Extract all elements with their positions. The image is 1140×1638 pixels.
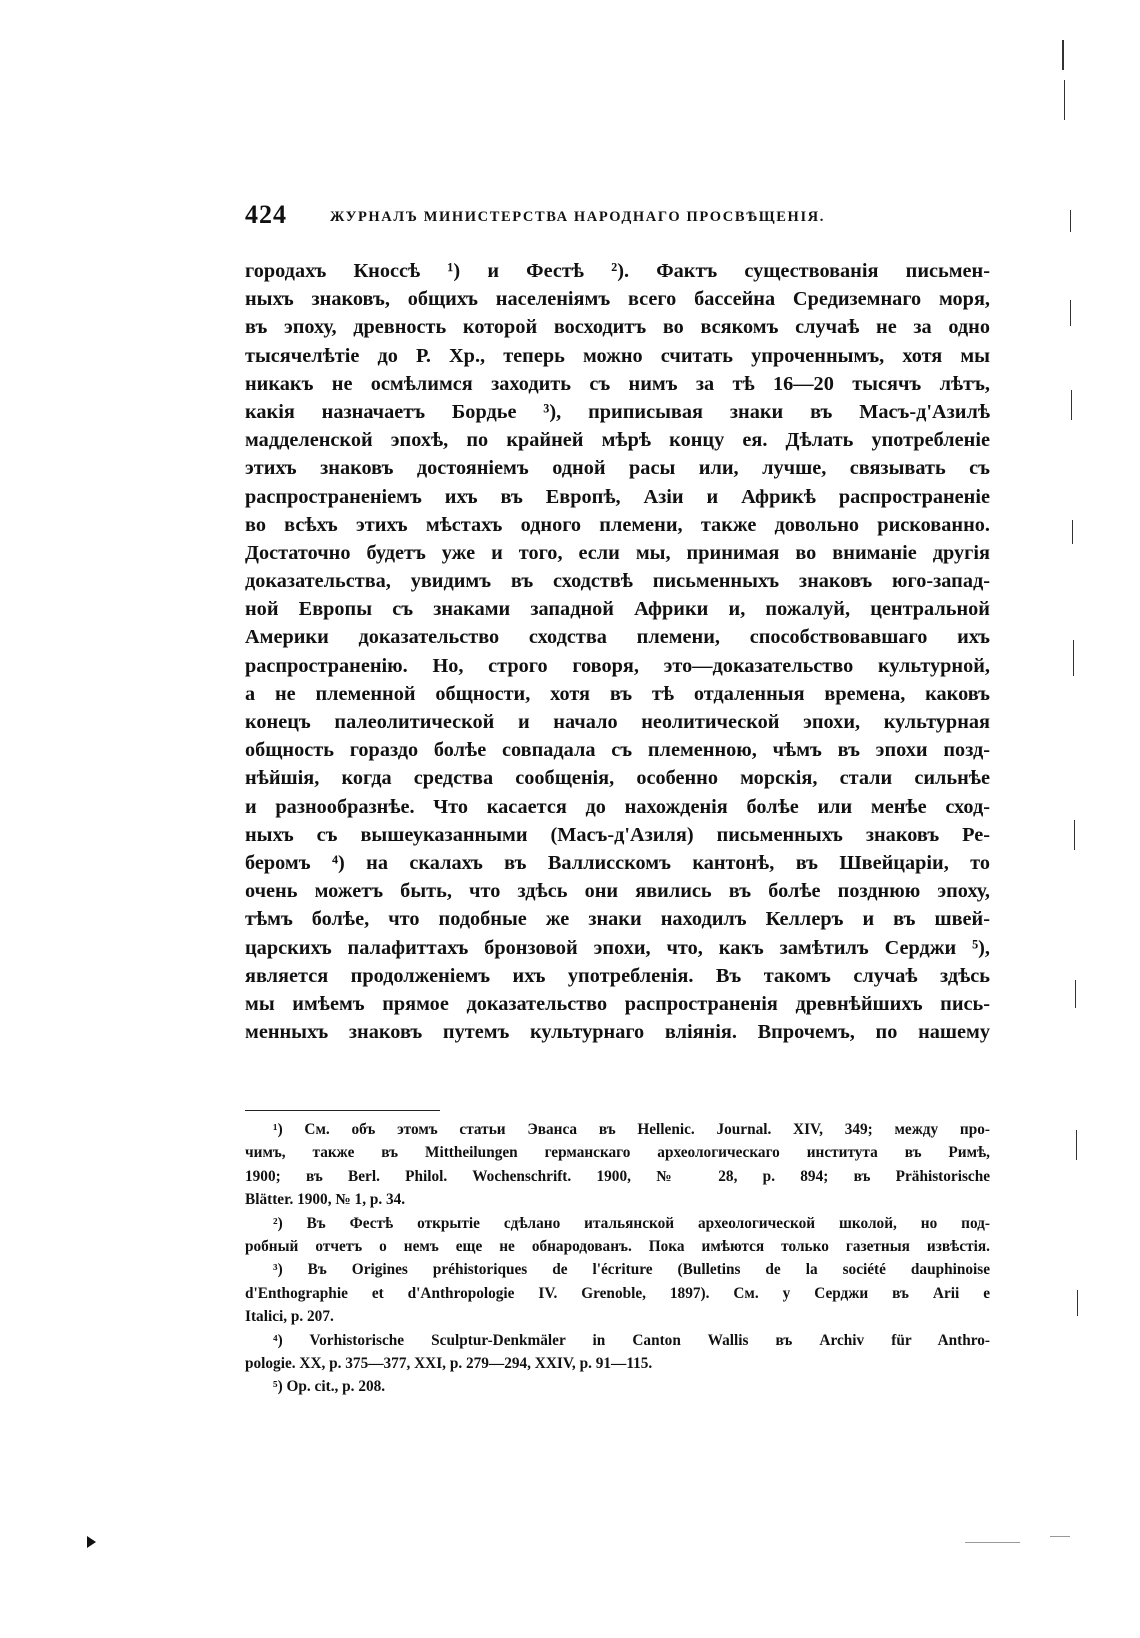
text-line: ной Европы съ знаками западной Африки и, пожалуй, центральной: [245, 598, 990, 621]
text-line: въ эпоху, древность которой восходитъ во всякомъ случаѣ не за одно: [245, 316, 990, 339]
text-line: распространенію. Но, строго говоря, это—доказательство культурной,: [245, 654, 990, 677]
text-line: распространеніемъ ихъ въ Европѣ, Азіи и Африкѣ распространеніе: [245, 485, 990, 508]
text-line: ныхъ знаковъ, общихъ населеніямъ всего бассейна Средиземнаго моря,: [245, 288, 990, 311]
text-line: Достаточно будетъ уже и того, если мы, принимая во вниманіе другія: [245, 541, 990, 564]
footnote-line: Italici, p. 207.: [245, 1308, 334, 1326]
text-line: этихъ знаковъ достояніемъ одной расы или, лучше, связывать съ: [245, 457, 990, 480]
text-line: во всѣхъ этихъ мѣстахъ одного племени, также довольно рискованно.: [245, 513, 990, 536]
footnote-line: ⁴) Vorhistorische Sculptur-Denkmäler in Canton Wallis въ Archiv für Anthro-: [273, 1331, 990, 1349]
text-line: мадделенской эпохѣ, по крайней мѣрѣ концу ея. Дѣлать употребленіе: [245, 429, 990, 452]
page-marker-icon: [87, 1536, 96, 1548]
scan-mark: [1064, 80, 1065, 120]
footnote-line: ¹) См. объ этомъ статьи Эванса въ Hellenic. Journal. XIV, 349; между про-: [273, 1121, 990, 1138]
text-line: и разнообразнѣе. Что касается до нахожденія болѣе или менѣе сход-: [245, 795, 990, 818]
text-line: конецъ палеолитической и начало неолитической эпохи, культурная: [245, 711, 990, 733]
text-line: городахъ Кноссѣ ¹) и Фестѣ ²). Фактъ существованія письмен-: [245, 260, 990, 282]
text-line: а не племенной общности, хотя въ тѣ отдаленныя времена, каковъ: [245, 682, 990, 705]
scan-mark: [1062, 40, 1064, 70]
footnotes: [245, 1118, 990, 1399]
scan-mark: [1050, 1536, 1070, 1537]
text-line: общность гораздо болѣе совпадала съ племенною, чѣмъ въ эпохи позд-: [245, 739, 990, 762]
text-line: какія назначаетъ Бордье ³), приписывая знаки въ Масъ-д'Азилѣ: [245, 400, 990, 423]
scan-mark: [1071, 390, 1072, 420]
text-line: является продолженіемъ ихъ употребленія. Въ такомъ случаѣ здѣсь: [245, 964, 990, 987]
scan-mark: [1072, 520, 1073, 544]
scan-mark: [1073, 640, 1074, 676]
page-header: [245, 200, 995, 234]
scan-mark: [1075, 980, 1076, 1008]
text-line: никакъ не осмѣлимся заходить съ нимъ за тѣ 16—20 тысячъ лѣтъ,: [245, 372, 990, 395]
text-line: беромъ ⁴) на скалахъ въ Валлисскомъ кантонѣ, въ Швейцаріи, то: [245, 851, 990, 874]
text-line: тысячелѣтіе до Р. Хр., теперь можно считать упроченнымъ, хотя мы: [245, 344, 990, 367]
scan-mark: [1070, 210, 1071, 232]
scan-mark: [1074, 820, 1075, 850]
running-title: ЖУРНАЛЪ МИНИСТЕРСТВА НАРОДНАГО ПРОСВѢЩЕНІЯ.: [330, 209, 825, 225]
footnote-divider: [245, 1110, 440, 1111]
footnote-line: 1900; въ Berl. Philol. Wochenschrift. 1900, № 28, p. 894; въ Prähistorische: [245, 1167, 990, 1185]
text-line: менныхъ знаковъ путемъ культурнаго вліянія. Впрочемъ, по нашему: [245, 1021, 990, 1044]
page-number: 424: [245, 200, 287, 229]
text-line: очень можетъ быть, что здѣсь они явились въ болѣе позднюю эпоху,: [245, 880, 990, 903]
footnote-line: Blätter. 1900, № 1, p. 34.: [245, 1191, 406, 1209]
footnote-line: d'Enthographie et d'Anthropologie IV. Grenoble, 1897). См. у Серджи въ Arii e: [245, 1284, 990, 1302]
main-text: [245, 257, 990, 1046]
footnote-line: pologie. XX, p. 375—377, XXI, p. 279—294, XXIV, p. 91—115.: [245, 1354, 653, 1372]
scan-mark: [1077, 1290, 1078, 1316]
text-line: ныхъ съ вышеуказанными (Масъ-д'Азиля) письменныхъ знаковъ Ре-: [245, 823, 990, 846]
scan-mark: [1070, 300, 1071, 326]
footnote-line: ⁵) Op. cit., p. 208.: [273, 1378, 386, 1396]
text-line: царскихъ палафиттахъ бронзовой эпохи, что, какъ замѣтилъ Серджи ⁵),: [245, 936, 990, 959]
text-line: Америки доказательство сходства племени, способствовавшаго ихъ: [245, 626, 990, 649]
text-line: тѣмъ болѣе, что подобные же знаки находилъ Келлеръ и въ швей-: [245, 908, 990, 931]
text-line: нѣйшія, когда средства сообщенія, особенно морскія, стали сильнѣе: [245, 767, 990, 790]
scan-mark: [1076, 1130, 1077, 1160]
text-line: доказательства, увидимъ въ сходствѣ письменныхъ знаковъ юго-запад-: [245, 570, 990, 593]
scan-mark: [965, 1542, 1020, 1543]
footnote-line: чимъ, также въ Mittheilungen германскаго археологическаго института въ Римѣ,: [245, 1144, 990, 1162]
footnote-line: ²) Въ Фестѣ открытіе сдѣлано итальянской археологической школой, но под-: [273, 1214, 990, 1232]
footnote-line: ³) Въ Origines préhistoriques de l'écriture (Bulletins de la société dauphinoise: [273, 1261, 990, 1279]
text-line: мы имѣемъ прямое доказательство распространенія древнѣйшихъ пись-: [245, 992, 990, 1015]
footnote-line: робный отчетъ о немъ еще не обнародованъ. Пока имѣются только газетныя извѣстія.: [245, 1237, 990, 1255]
